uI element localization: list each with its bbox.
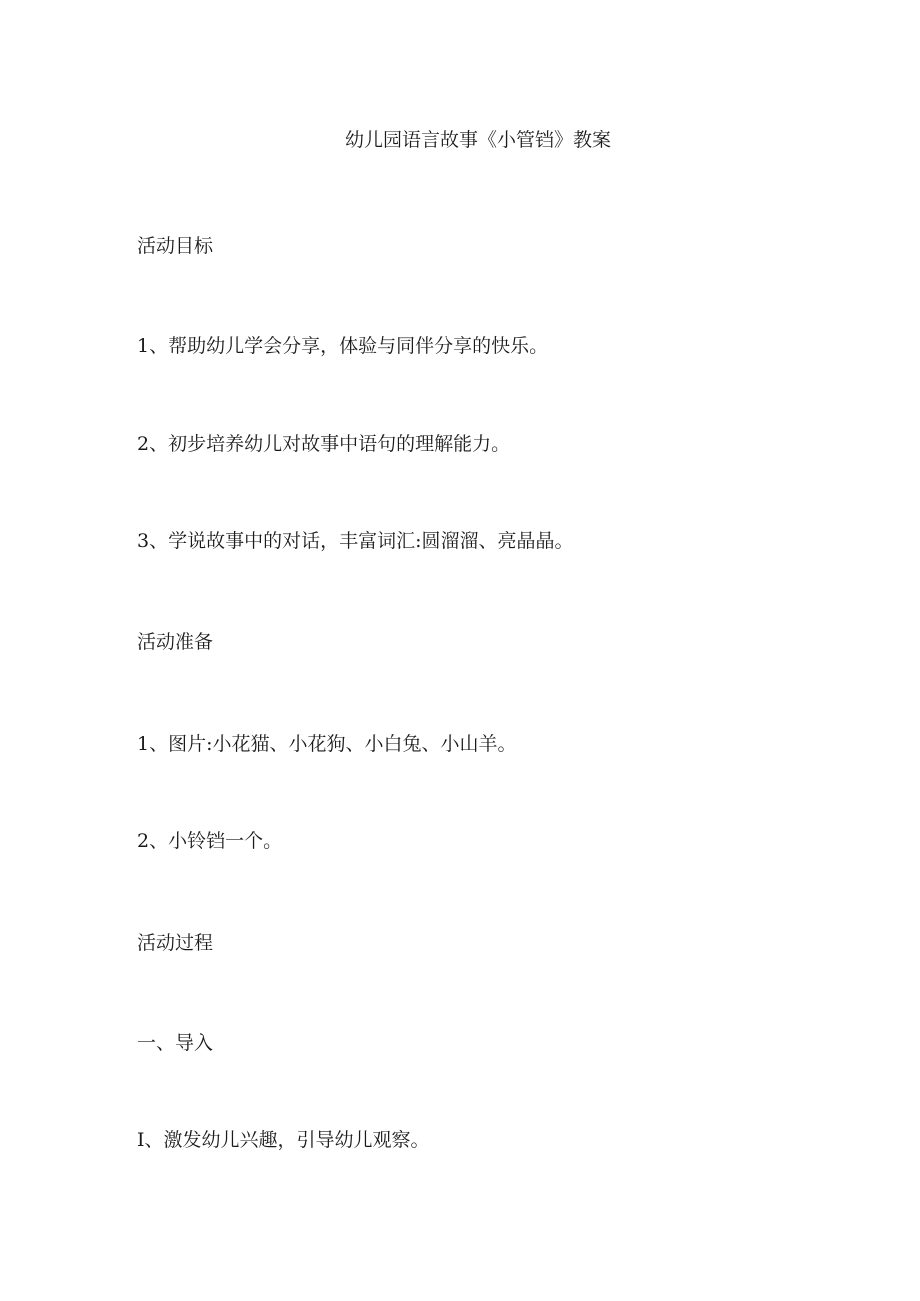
section-heading-preparation: 活动准备 (137, 631, 214, 653)
preparation-item-1: 1、图片:小花猫、小花狗、小白兔、小山羊。 (137, 733, 517, 755)
preparation-item-2: 2、小铃铛一个。 (137, 830, 283, 852)
document-title: 幼儿园语言故事《小管铛》教案 (344, 129, 611, 151)
goal-item-3: 3、学说故事中的对话，丰富词汇:圆溜溜、亮晶晶。 (137, 530, 574, 552)
section-heading-process: 活动过程 (137, 932, 214, 954)
goal-item-1: 1、帮助幼儿学会分享，体验与同伴分享的快乐。 (137, 335, 549, 357)
section-heading-goals: 活动目标 (137, 235, 214, 257)
process-subheading-intro: 一、导入 (137, 1032, 214, 1054)
goal-item-2: 2、初步培养幼儿对故事中语句的理解能力。 (137, 433, 511, 455)
process-item-1: I、激发幼儿兴趣，引导幼儿观察。 (137, 1129, 430, 1151)
